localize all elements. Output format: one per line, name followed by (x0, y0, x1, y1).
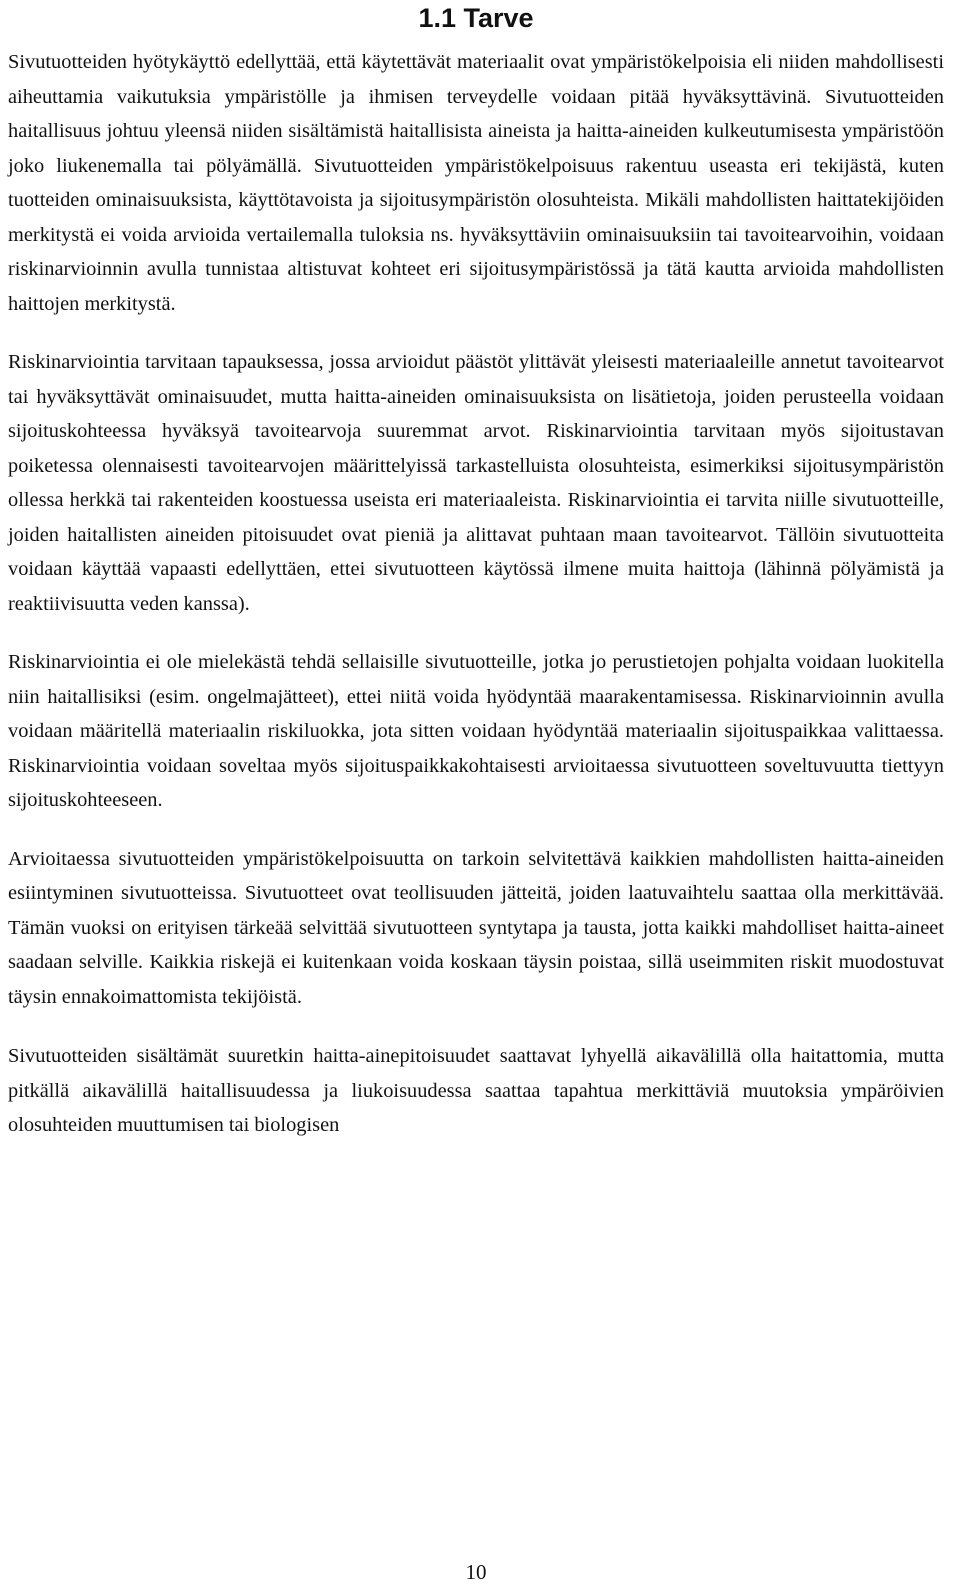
page-number: 10 (465, 1560, 487, 1584)
section-heading: 1.1 Tarve (418, 3, 534, 33)
paragraph-4: Arvioitaessa sivutuotteiden ympäristökelpoisuutta on tarkoin selvitettävä kaikkien mahdollisten haitta-aineiden esiintyminen sivutuotteissa. Sivutuotteet ovat teollisuuden jätteitä, joiden laatuvaihtelu saattaa olla merkittävää. Tämän vuoksi on erityisen tärkeää selvittää sivutuotteen syntytapa ja tausta, jotta kaikki mahdolliset haitta-aineet saadaan selville. Kaikkia riskejä ei kuitenkaan voida koskaan täysin poistaa, sillä useimmiten riskit muodostuvat täysin ennakoimattomista tekijöistä. (8, 847, 944, 1008)
document-page (8, 0, 944, 1593)
paragraph-5: Sivutuotteiden sisältämät suuretkin haitta-ainepitoisuudet saattavat lyhyellä aikavälillä olla haitattomia, mutta pitkällä aikavälillä haitallisuudessa ja liukoisuudessa saattaa tapahtua merkittäviä muutoksia ympäröivien olosuhteiden muuttumisen tai biologisen (8, 1045, 944, 1136)
paragraph-1: Sivutuotteiden hyötykäyttö edellyttää, että käytettävät materiaalit ovat ympäristökelpoisia eli niiden mahdollisesti aiheuttamia vaikutuksia ympäristölle ja ihmisen terveydelle voidaan pitää hyväksyttävinä. Sivutuotteiden haitallisuus johtuu yleensä niiden sisältämistä haitallisista aineista ja haitta-aineiden kulkeutumisesta ympäristöön joko liukenemalla tai pölyämällä. Sivutuotteiden ympäristökelpoisuus rakentuu useasta eri tekijästä, kuten tuotteiden ominaisuuksista, käyttötavoista ja sijoitusympäristön olosuhteista. Mikäli mahdollisten haittatekijöiden merkitystä ei voida arvioida vertailemalla tuloksia ns. hyväksyttäviin ominaisuuksiin tai tavoitearvoihin, voidaan riskinarvioinnin avulla tunnistaa altistuvat kohteet eri sijoitusympäristössä ja tätä kautta arvioida mahdollisten haittojen merkitystä. (8, 51, 944, 315)
paragraph-3: Riskinarviointia ei ole mielekästä tehdä sellaisille sivutuotteille, jotka jo perustietojen pohjalta voidaan luokitella niin haitallisiksi (esim. ongelmajätteet), ettei niitä voida hyödyntää maarakentamisessa. Riskinarvioinnin avulla voidaan määritellä materiaalin riskiluokka, jota sitten voidaan hyödyntää materiaalin sijoituspaikkaa valittaessa. Riskinarviointia voidaan soveltaa myös sijoituspaikkakohtaisesti arvioitaessa sivutuotteen soveltuvuutta tiettyyn sijoituskohteeseen. (8, 651, 944, 811)
paragraph-2: Riskinarviointia tarvitaan tapauksessa, jossa arvioidut päästöt ylittävät yleisesti materiaaleille annetut tavoitearvot tai hyväksyttävät ominaisuudet, mutta haitta-aineiden ominaisuuksista on lisätietoja, joiden perusteella voidaan sijoituskohteessa hyväksyä tavoitearvoja suuremmat arvot. Riskinarviointia tarvitaan myös sijoitustavan poiketessa olennaisesti tavoitearvojen määrittelyissä tarkastelluista olosuhteista, esimerkiksi sijoitusympäristön ollessa herkkä tai rakenteiden koostuessa useista eri materiaaleista. Riskinarviointia ei tarvita niille sivutuotteille, joiden haitallisten aineiden pitoisuudet ovat pieniä ja alittavat puhtaan maan tavoitearvot. Tällöin sivutuotteita voidaan käyttää vapaasti edellyttäen, ettei sivutuotteen käytössä ilmene muita haittoja (lähinnä pölyämistä ja reaktiivisuutta veden kanssa). (8, 351, 944, 615)
